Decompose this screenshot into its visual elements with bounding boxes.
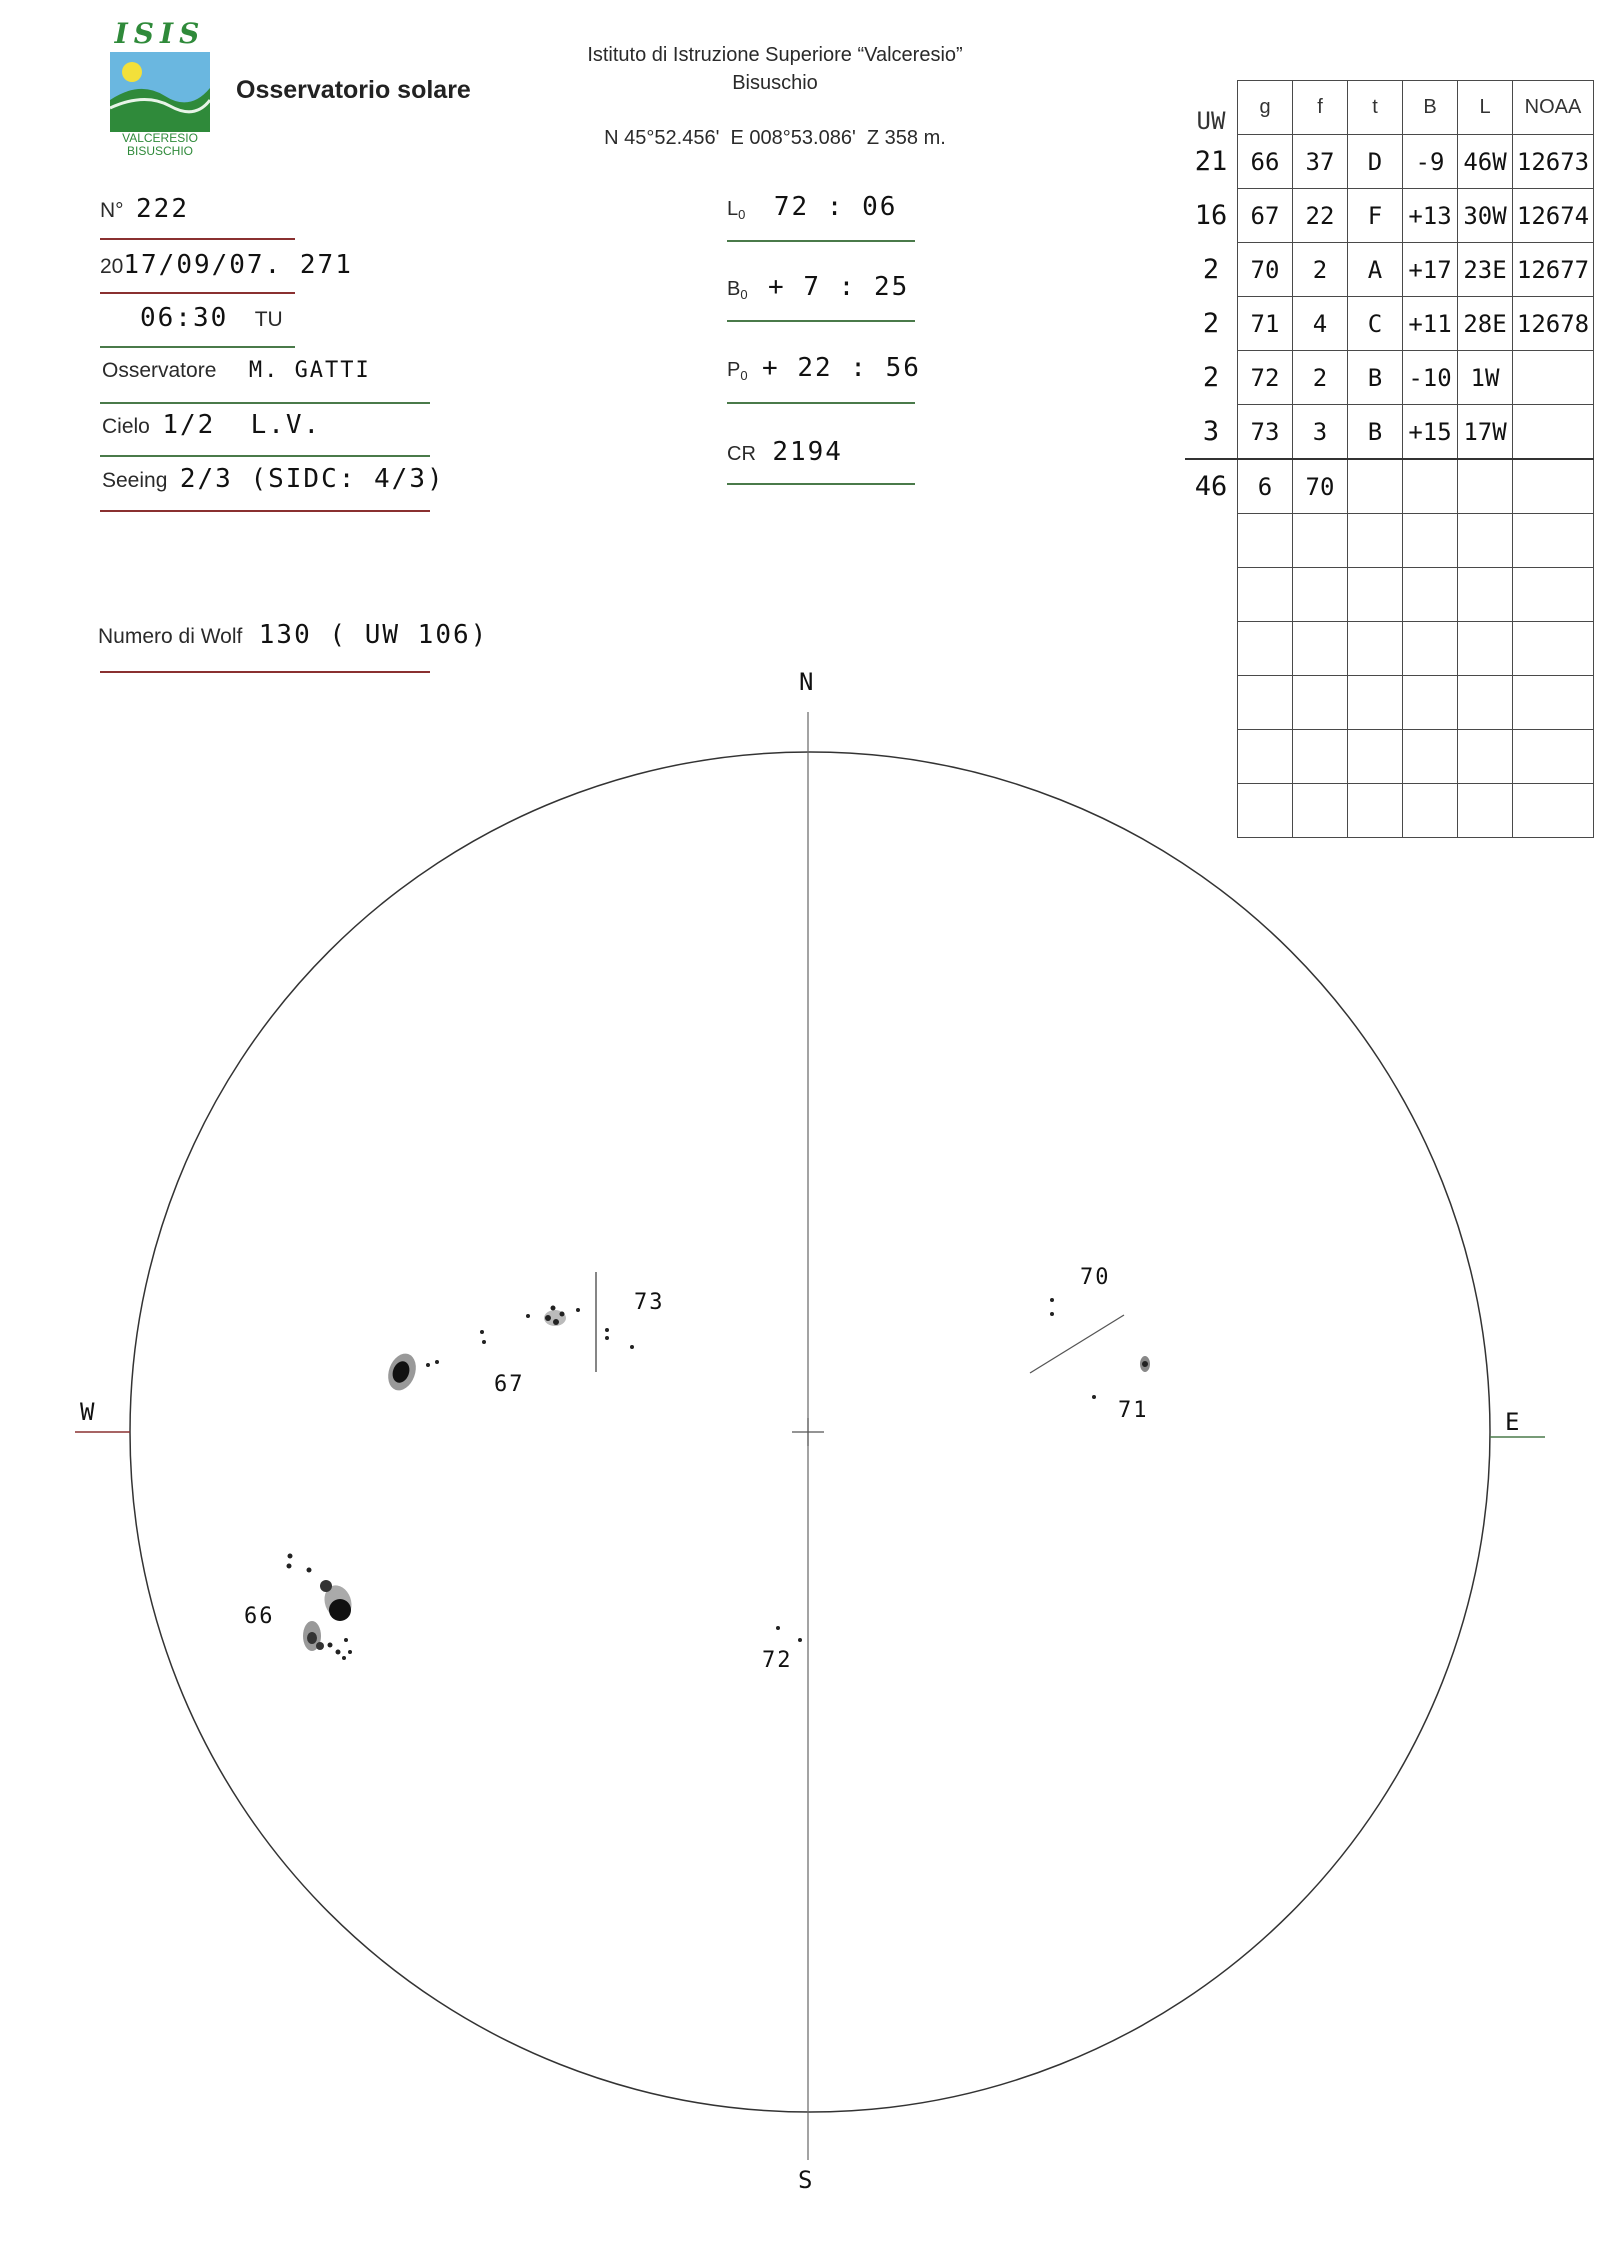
total-g: 6 (1238, 459, 1293, 514)
time-unit: TU (254, 308, 283, 331)
south-label: S (798, 2166, 815, 2194)
cell-t: A (1348, 243, 1403, 297)
p0-label: P (727, 359, 741, 381)
header-noaa: NOAA (1513, 81, 1594, 135)
logo-text: ISIS (114, 17, 206, 50)
wolf-label: Numero di Wolf (98, 625, 243, 648)
cell-f: 3 (1293, 405, 1348, 460)
cell-g: 71 (1238, 297, 1293, 351)
group-label-67: 67 (494, 1372, 525, 1397)
number-label: N° (100, 199, 124, 222)
east-label: E (1505, 1408, 1522, 1436)
cell-f: 2 (1293, 243, 1348, 297)
cell-b: -10 (1403, 351, 1458, 405)
l0-label: L (727, 198, 739, 220)
cell-l: 17W (1458, 405, 1513, 460)
date-value: 17/09/07. 271 (123, 250, 353, 280)
cell-uw: 21 (1194, 146, 1228, 177)
cell-t: F (1348, 189, 1403, 243)
cell-l: 23E (1458, 243, 1513, 297)
cell-noaa: 12677 (1513, 243, 1594, 297)
cell-l: 46W (1458, 135, 1513, 189)
sunspot-group-72 (776, 1626, 802, 1642)
cr-value: 2194 (772, 437, 843, 467)
sky-value: 1/2 L.V. (162, 410, 322, 440)
group-label-73: 73 (634, 1290, 665, 1315)
sky-label: Cielo (102, 415, 150, 438)
observatory-coordinates: N 45°52.456' E 008°53.086' Z 358 m. (604, 127, 946, 149)
cell-g: 72 (1238, 351, 1293, 405)
cell-b: -9 (1403, 135, 1458, 189)
cell-f: 37 (1293, 135, 1348, 189)
cell-g: 67 (1238, 189, 1293, 243)
cell-t: D (1348, 135, 1403, 189)
cr-label: CR (727, 443, 756, 465)
total-uw: 46 (1185, 459, 1238, 514)
cell-l: 1W (1458, 351, 1513, 405)
cell-l: 30W (1458, 189, 1513, 243)
seeing-label: Seeing (102, 469, 168, 492)
b0-value: + 7 : 25 (768, 272, 910, 302)
header-f: f (1293, 81, 1348, 135)
observer-label: Osservatore (102, 359, 217, 382)
cell-l: 28E (1458, 297, 1513, 351)
b0-label: B (727, 278, 741, 300)
cell-g: 73 (1238, 405, 1293, 460)
sunspot-group-71 (1092, 1356, 1150, 1399)
cell-noaa: 12678 (1513, 297, 1594, 351)
sunspot-group-70 (1030, 1298, 1124, 1373)
header-uw: UW (1196, 106, 1226, 135)
logo-sub-1: VALCERESIO (122, 131, 198, 145)
l0-sub: 0 (738, 207, 746, 223)
group-label-72: 72 (762, 1648, 793, 1673)
cell-b: +15 (1403, 405, 1458, 460)
cell-uw: 2 (1202, 308, 1220, 339)
cell-b: +17 (1403, 243, 1458, 297)
sunspot-group-66 (287, 1554, 357, 1661)
cell-uw: 3 (1202, 415, 1220, 447)
p0-sub: 0 (740, 368, 748, 384)
sunspot-group-67 (383, 1330, 486, 1394)
p0-value: + 22 : 56 (762, 353, 921, 383)
header-l: L (1458, 81, 1513, 135)
cell-f: 4 (1293, 297, 1348, 351)
logo-sub-2: BISUSCHIO (126, 144, 193, 158)
number-value: 222 (136, 194, 189, 224)
cell-t: B (1348, 351, 1403, 405)
west-label: W (80, 1398, 97, 1426)
cell-g: 70 (1238, 243, 1293, 297)
group-label-66: 66 (244, 1604, 275, 1629)
cell-uw: 16 (1194, 200, 1228, 231)
observer-value: M. GATTI (248, 358, 371, 383)
sunspot-group-73 (526, 1272, 634, 1372)
total-f: 70 (1293, 459, 1348, 514)
cell-b: +13 (1403, 189, 1458, 243)
north-label: N (799, 668, 816, 696)
header-b: B (1403, 81, 1458, 135)
cell-t: B (1348, 405, 1403, 460)
cell-uw: 2 (1202, 254, 1220, 285)
time-value: 06:30 (140, 303, 229, 333)
wolf-value: 130 ( UW 106) (258, 620, 489, 650)
group-label-70: 70 (1080, 1265, 1111, 1290)
header-t: t (1348, 81, 1403, 135)
cell-b: +11 (1403, 297, 1458, 351)
group-label-71: 71 (1118, 1398, 1149, 1423)
cell-uw: 2 (1202, 362, 1220, 393)
cell-f: 2 (1293, 351, 1348, 405)
observatory-title: Osservatorio solare (236, 76, 471, 104)
cell-f: 22 (1293, 189, 1348, 243)
cell-noaa: 12674 (1513, 189, 1594, 243)
b0-sub: 0 (740, 287, 748, 303)
date-prefix: 20 (100, 255, 124, 278)
l0-value: 72 : 06 (773, 192, 898, 222)
cell-noaa: 12673 (1513, 135, 1594, 189)
institute-town: Bisuschio (732, 72, 818, 94)
cell-g: 66 (1238, 135, 1293, 189)
seeing-value: 2/3 (SIDC: 4/3) (179, 464, 445, 494)
header-g: g (1238, 81, 1293, 135)
cell-t: C (1348, 297, 1403, 351)
institute-name: Istituto di Istruzione Superiore “Valceresio” (587, 44, 963, 66)
